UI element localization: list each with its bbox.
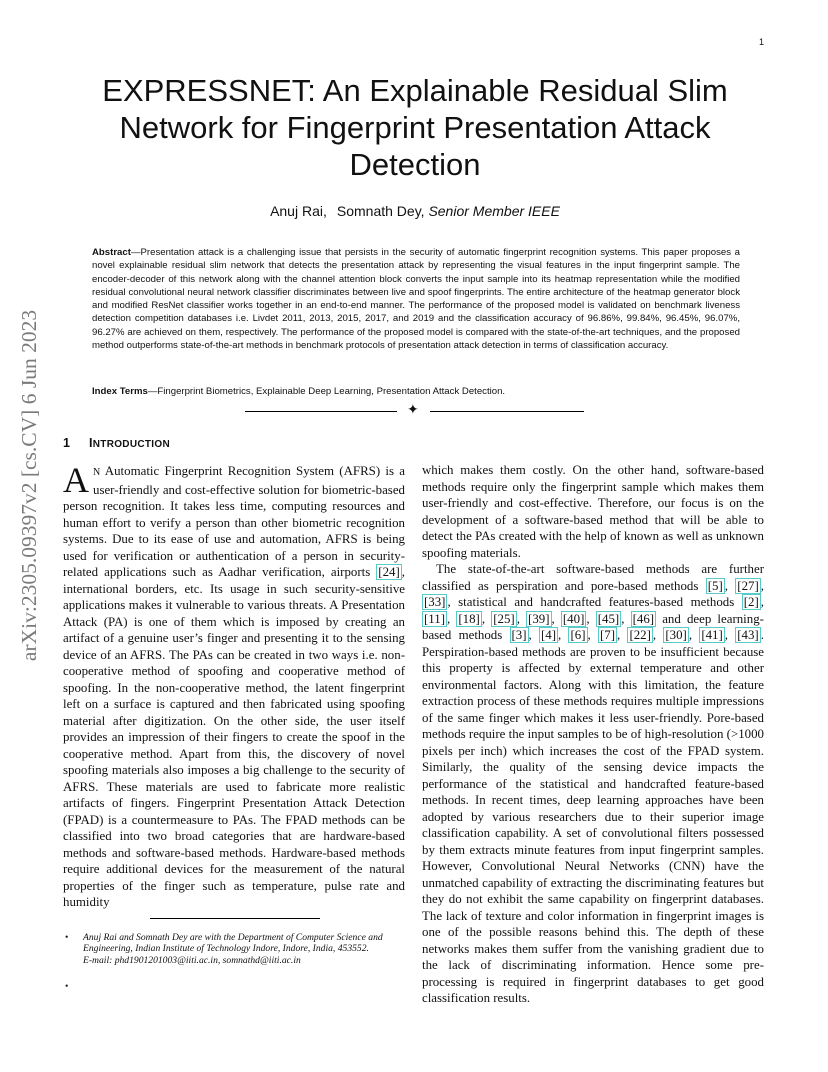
abstract	[92, 246, 740, 352]
footnote-item	[63, 932, 405, 966]
dropcap-continuation: N	[93, 467, 101, 478]
separator: ,	[516, 611, 527, 626]
page-number: 1	[758, 37, 764, 47]
separator: ,	[551, 611, 561, 626]
separator: ,	[621, 611, 631, 626]
paper-title: EXPRESSNET: An Explainable Residual Slim Network for Fingerprint Presentation Attack Detection	[102, 73, 728, 182]
paragraph: which makes them costly. On the other hand, software-based methods require only the fingerprint sample which makes them user-friendly and cost-effective. Therefore, our focus is on the development of a software-based method that will be able to detect the PAs created with the help of known as well as unknown spoofing materials.	[422, 463, 764, 560]
author-line	[70, 203, 760, 219]
citation-link[interactable]: [7]	[599, 628, 615, 642]
section-title-initial: I	[89, 436, 93, 450]
separator: ,	[688, 628, 700, 642]
separator: ,	[447, 611, 457, 626]
paragraph-text: . Perspiration-based methods are proven to be insufficient because this property is affected by external temperature and other environmental factors. Along with this limitation, the feature extraction process of these methods requires multiple impressions of the same finger which makes it less user-friendly. Pore-based methods require the input samples to be of high-resolution (>1000 pixels per inch) which increases the cost of the FPAD system. Similarly, the quality of the sensing device impacts the performance of the statistical and handcrafted feature-based methods. In recent times, deep learning approaches have been adopted by various researchers due to their superior image classification capability. A set of convolutional filters possessed by them extracts minute features from input fingerprint samples. However, Convolutional Neural Networks (CNN) have the unmatched capability of extracting the discriminating features but they do not exhibit the same capability on fingerprint databases. The lack of texture and color information in fingerprint images is one of the possible reasons behind this. The depth of these networks makes them suffer from the vanishing gradient due to the lack of discriminating information. Hence some pre-processing is required in fingerprint databases to get good classification results.	[422, 628, 765, 1005]
footnote	[63, 932, 405, 966]
separator: ,	[652, 628, 664, 642]
separator: ,	[724, 628, 736, 642]
footnote-text: Anuj Rai and Somnath Dey are with the Department of Computer Science and Engineering, Indian Institute of Technology Indore, Indore, India, 453552.	[83, 932, 383, 955]
citation-link[interactable]: [39]	[528, 611, 550, 626]
paragraph-text: , statistical and handcrafted features-based methods	[447, 595, 742, 609]
separator: ,	[724, 578, 736, 593]
index-terms	[92, 386, 740, 397]
citation-link[interactable]: [4]	[540, 628, 557, 642]
citation-link[interactable]: [27]	[737, 578, 759, 593]
citation-link[interactable]: [22]	[629, 628, 651, 642]
divider-rule-right	[430, 411, 584, 412]
index-terms-text: Fingerprint Biometrics, Explainable Deep Learning, Presentation Attack Detection.	[157, 386, 506, 397]
separator: ,	[528, 628, 539, 642]
arxiv-identifier: arXiv:2305.09397v2 [cs.CV] 6 Jun 2023	[17, 309, 42, 661]
separator: ,	[481, 611, 492, 626]
section-heading	[63, 436, 170, 450]
paragraph	[422, 561, 764, 1007]
abstract-dash: —	[130, 247, 141, 258]
citation-link[interactable]: [5]	[707, 578, 723, 593]
arxiv-stamp	[18, 298, 42, 672]
citation-link[interactable]: [6]	[570, 628, 586, 642]
separator: ,	[760, 595, 764, 609]
paragraph	[63, 460, 405, 911]
citation-link[interactable]: [46]	[632, 611, 655, 626]
citation-link[interactable]: [2]	[743, 595, 759, 609]
citation-link[interactable]: [24]	[378, 565, 400, 579]
paragraph-text: and deep learning-based methods	[422, 611, 764, 642]
dropcap: A	[63, 460, 89, 500]
paragraph-text: , international borders, etc. Its usage in such security-sensitive applications makes it vulnerable to various threats. A Presentation Attack (PA) is one of them which is imposed by creating an artifact of a genuine user’s finger and presenting it to the sensing device of an AFRS. The PAs can be created in two ways i.e. non-cooperative method of spoofing and cooperative method of spoofing. In the non-cooperative method, the latent fingerprint left on a surface is captured and then fabricated using spoofing material after digitization. On the other side, the user itself provides an impression of their fingers to create the spoof in the cooperative method. Apart from this, the discovery of novel spoofing materials also imposes a big challenge to the security of AFRS. These materials are used to fabricate more realistic artifacts of fingers. Fingerprint Presentation Attack Detection (FPAD) is a countermeasure to PAs. The FPAD methods can be classified into two broad categories that are hardware-based methods and software-based methods. Hardware-based methods require additional devices for the measurement of the natural properties of the finger such as temperature, pulse rate and humidity	[63, 565, 405, 909]
citation-link[interactable]: [41]	[701, 628, 723, 642]
citation-link[interactable]: [30]	[665, 628, 687, 642]
citation-link[interactable]: [45]	[597, 611, 620, 626]
citation-link[interactable]: [43]	[737, 628, 759, 642]
separator: ,	[616, 628, 628, 642]
citation-link[interactable]: [25]	[493, 611, 515, 626]
separator: ,	[760, 578, 764, 593]
left-column	[63, 460, 405, 911]
bullet-icon: •	[65, 932, 69, 943]
separator: ,	[586, 611, 596, 626]
bullet-icon: •	[65, 981, 69, 992]
citation-link[interactable]: [40]	[562, 611, 585, 626]
abstract-label: Abstract	[92, 247, 131, 258]
section-title-rest: NTRODUCTION	[92, 439, 170, 450]
separator: ,	[558, 628, 569, 642]
author-name: Anuj Rai,	[270, 203, 327, 219]
divider-diamond-icon: ✦	[407, 403, 419, 418]
citation-link[interactable]: [18]	[458, 611, 480, 626]
paragraph-text: The state-of-the-art software-based methods are further classified as perspiration and pore-based methods	[422, 562, 764, 593]
footnote-email: E-mail: phd1901201003@iiti.ac.in, somnathd@iiti.ac.in	[83, 954, 301, 966]
citation-link[interactable]: [3]	[511, 628, 527, 642]
index-terms-label: Index Terms	[92, 386, 148, 397]
section-number: 1	[63, 436, 71, 450]
author-affiliation-title: Senior Member IEEE	[428, 203, 560, 219]
abstract-text: Presentation attack is a challenging issue that persists in the security of automatic fingerprint recognition systems. This paper proposes a novel explainable residual slim network that detects the presentation attack by representing the visual features in the input fingerprint sample. The encoder-decoder of this network along with the channel attention block converts the input sample into its heatmap representation while the modified residual convolutional neural network classifier discriminates between live and spoof fingerprints. The entire architecture of the heatmap generator block and modified ResNet classifier works together in an end-to-end manner. The performance of the proposed model is validated on benchmark liveness detection competition databases i.e. Livdet 2011, 2013, 2015, 2017, and 2019 and the classification accuracy of 96.86%, 99.84%, 96.45%, 96.07%, 96.27% are achieved on them, respectively. The performance of the proposed model is compared with the state-of-the-art techniques, and the proposed method outperforms state-of-the-art methods in benchmark protocols of presentation attack detection in terms of classification accuracy.	[92, 247, 740, 352]
paragraph-text: Automatic Fingerprint Recognition System (AFRS) is a user-friendly and cost-effective solution for biometric-based person recognition. It takes less time, computing resources and human effort to verify a person than other biometric recognition systems. Due to its ease of use and automation, AFRS is being used for verification or authentication of a person in security-related applications such as Aadhar verification, airports	[63, 464, 405, 579]
divider-rule-left	[245, 411, 397, 412]
footnote-rule	[150, 918, 320, 919]
separator: ,	[587, 628, 598, 642]
index-terms-dash: —	[147, 386, 158, 397]
right-column	[422, 462, 764, 1007]
citation-link[interactable]: [33]	[424, 595, 446, 609]
author-name: Somnath Dey,	[336, 203, 425, 219]
citation-link[interactable]: [11]	[424, 611, 445, 626]
